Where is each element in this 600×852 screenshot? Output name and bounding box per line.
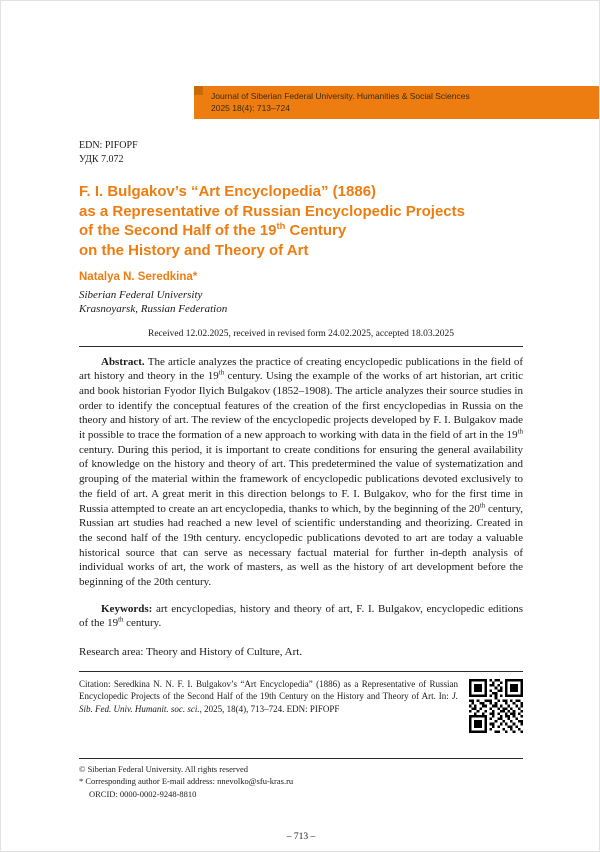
author-location: Krasnoyarsk, Russian Federation — [79, 302, 228, 315]
orcid-note: ORCID: 0000-0002-9248-8810 — [89, 788, 197, 799]
header-accent-square — [194, 86, 203, 95]
title-line-4: on the History and Theory of Art — [79, 241, 309, 259]
article-title — [79, 182, 523, 260]
citation-block — [79, 678, 523, 733]
qr-code — [469, 679, 523, 733]
top-divider — [79, 346, 523, 347]
citation-divider — [79, 671, 523, 672]
title-line-3: of the Second Half of the 19th Century — [79, 221, 347, 239]
footnote-rule — [79, 758, 523, 759]
journal-name: Journal of Siberian Federal University. Humanities & Social Sciences — [211, 91, 470, 101]
article-codes — [79, 139, 523, 166]
edn-code: EDN: PIFOPF — [79, 140, 138, 151]
author-block — [79, 271, 523, 316]
article-content — [79, 139, 523, 733]
journal-issue-info: 2025 18(4): 713–724 — [211, 102, 290, 113]
title-line-2: as a Representative of Russian Encyclopedic Projects — [79, 202, 465, 220]
received-dates: Received 12.02.2025, received in revised form 24.02.2025, accepted 18.03.2025 — [147, 328, 455, 339]
author-name: Natalya N. Seredkina* — [79, 271, 198, 283]
journal-header — [194, 86, 600, 119]
udk-code: УДК 7.072 — [79, 153, 124, 165]
research-area: Research area: Theory and History of Culture, Art. — [79, 646, 303, 659]
page-footer — [79, 758, 523, 800]
copyright-note: © Siberian Federal University. All rights reserved — [79, 764, 249, 774]
author-affiliation: Siberian Federal University — [79, 288, 203, 301]
page-number: – 713 – — [286, 832, 316, 842]
citation-text: Citation: Seredkina N. N. F. I. Bulgakov’s “Art Encyclopedia” (1886) as a Representative of Russian Encyclopedic Projects of the Second Half of the 19th Century on the History and Theory of Art. In: J. Sib. Fed. Univ. Humanit. soc. sci., 2025, 18(4), 713–724. EDN: PIFOPF — [79, 679, 458, 714]
abstract-paragraph: Abstract. The article analyzes the practice of creating encyclopedic publications in the field of art history and theory in the 19th century. Using the example of the works of art historian, art critic and book historian Fyodor Ilyich Bulgakov (1852–1908). The article analyzes their source studies in order to identify the conceptual features of the creation of the first encyclopedias in Russia on the theory and history of art. The review of the encyclopedic projects developed by F. I. Bulgakov made it possible to trace the formation of a new approach to working with data in the field of art in the 19th century. During this period, it is important to create conditions for ensuring the general availability of knowledge on the history and theory of art. This predetermined the value of systematization and grouping of the material within the framework of encyclopedic publications devoted exclusively to the field of art. A great merit in this direction belongs to F. I. Bulgakov, who for the first time in Russia attempted to create an art encyclopedia, thanks to which, by the beginning of the 20th century, Russian art studies had reached a new level of scientific understanding and theorizing. Created in the second half of the 19th century. encyclopedic publications devoted to art are today a valuable historical source that can serve as necessary factual material for further in-depth analysis of individual works of art, the work of masters, as well as the history of art development before the beginning of the 20th century. — [79, 355, 524, 589]
title-line-1: F. I. Bulgakov’s “Art Encyclopedia” (1886) — [79, 183, 377, 200]
corresponding-author-note: * Corresponding author E-mail address: nnevolko@sfu-kras.ru — [79, 776, 294, 787]
keywords-paragraph: Keywords: art encyclopedias, history and theory of art, F. I. Bulgakov, encyclopedic editions of the 19th century. — [79, 602, 523, 630]
